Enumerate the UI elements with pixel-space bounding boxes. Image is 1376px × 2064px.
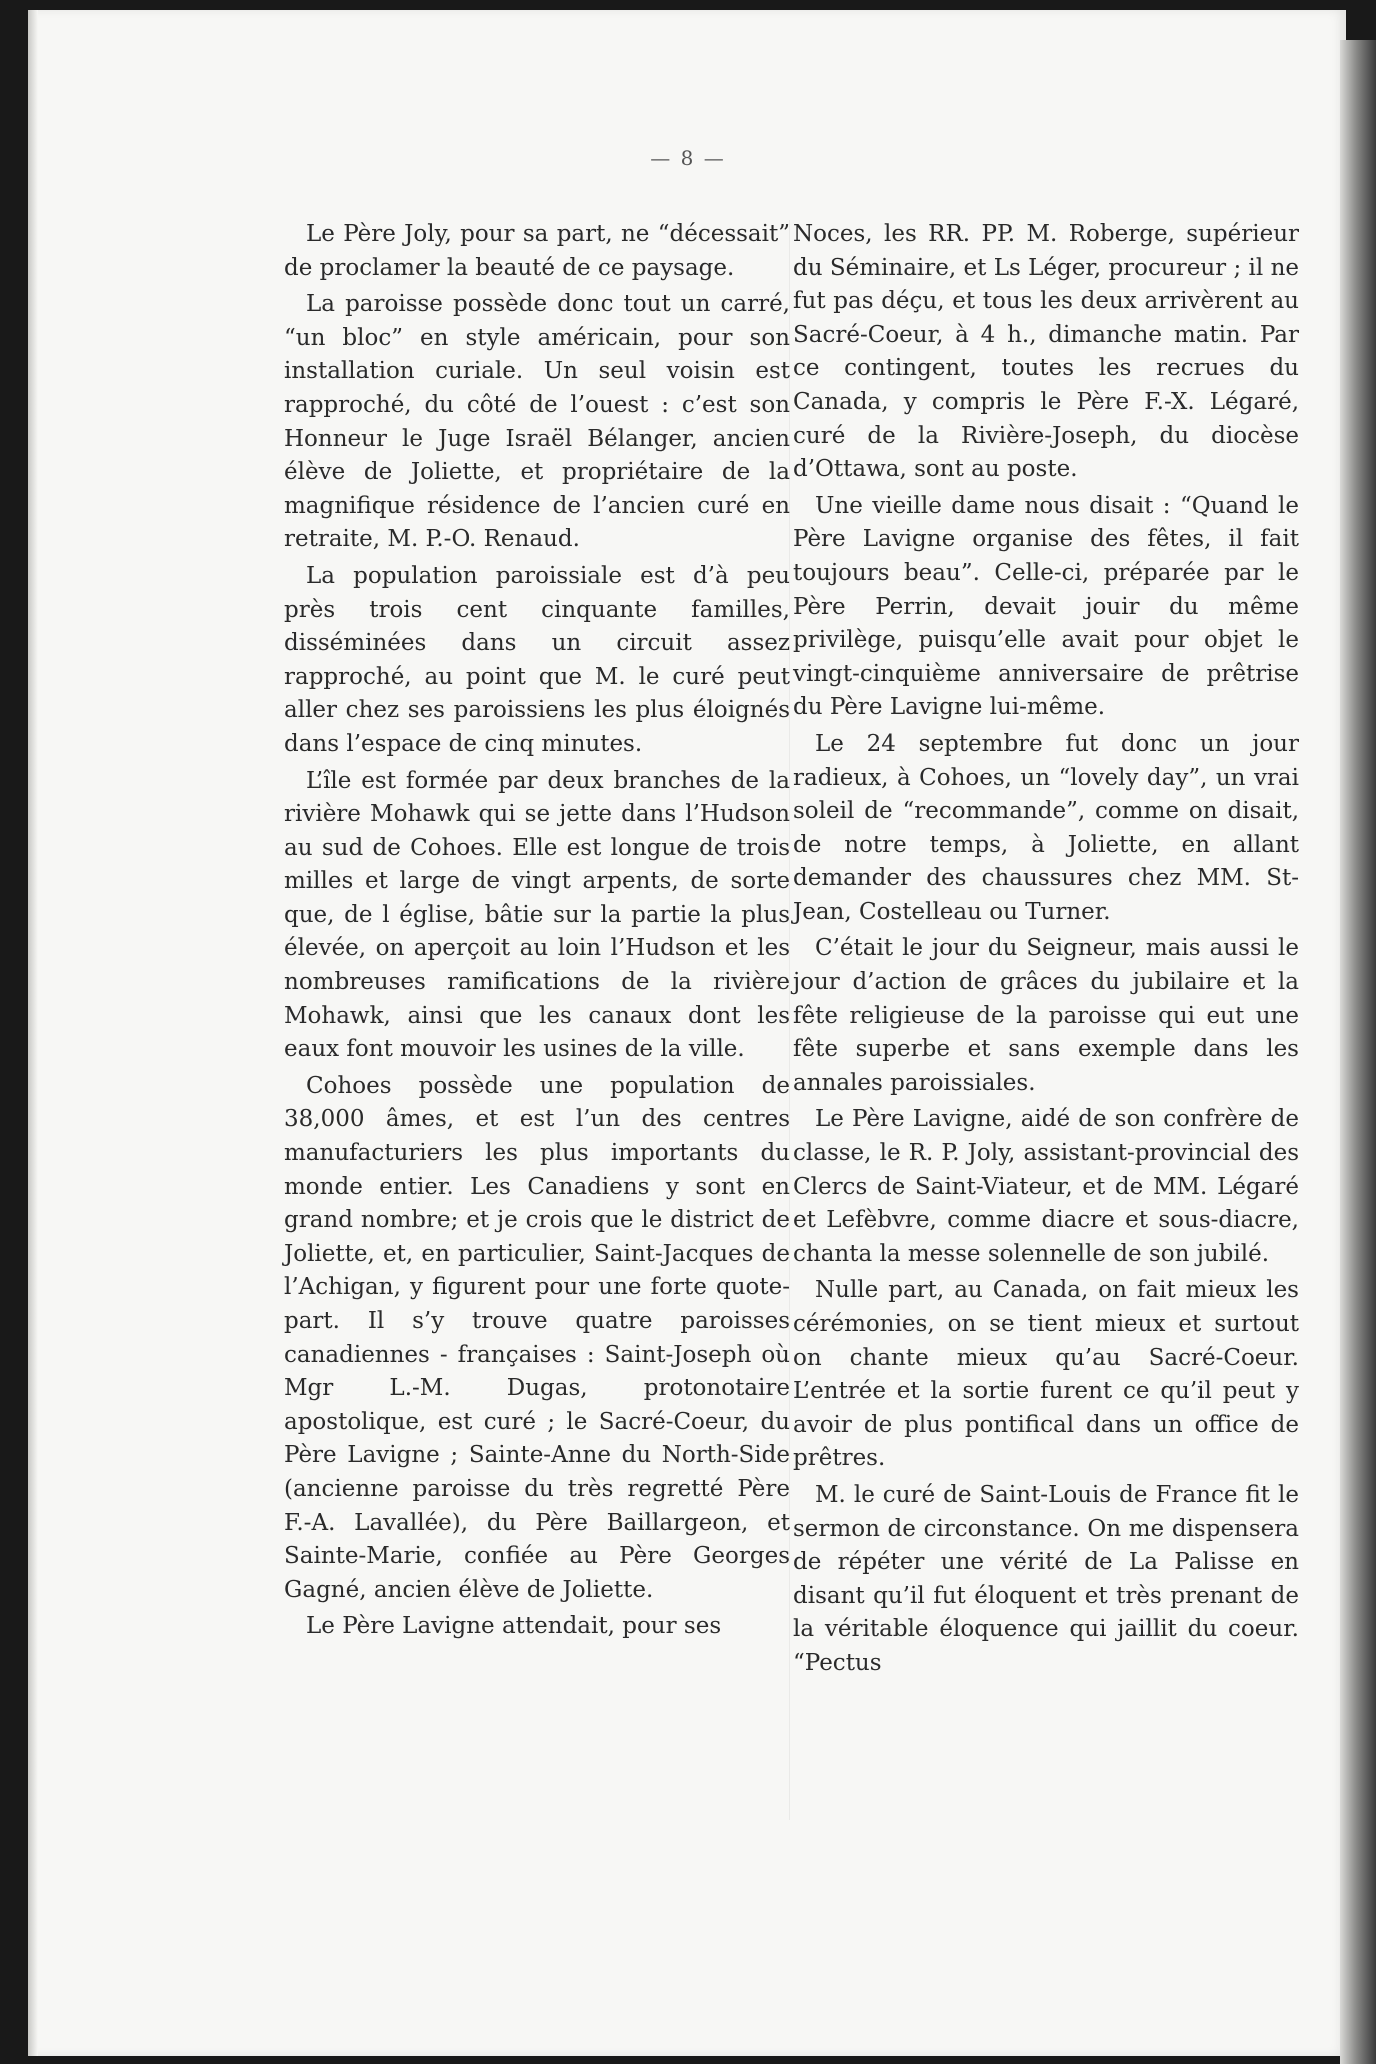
book-spine-edge [1340, 40, 1376, 2064]
right-column-paragraph: C’était le jour du Seigneur, mais aussi le jour d’action de grâces du jubilaire et la fête religieuse de la paroisse qui eut une fête superbe et sans exemple dans les annales paroissiales. [793, 935, 1299, 1096]
left-column-paragraph: La paroisse possède donc tout un carré, “un bloc” en style américain, pour son installation curiale. Un seul voisin est rapproché, du côté de l’ouest : c’est son Honneur le Juge Israël Bélanger, ancien élève de Joliette, et propriétaire de la magnifique résidence de l’ancien curé en retraite, M. P.-O. Renaud. [284, 291, 790, 553]
right-column-paragraph: Le 24 septembre fut donc un jour radieux, à Cohoes, un “lovely day”, un vrai soleil de “recommande”, comme on disait, de notre temps, à Joliette, en allant demander des chaussures chez MM. St-Jean, Costelleau ou Turner. [793, 730, 1299, 925]
left-column-paragraph: Le Père Lavigne attendait, pour ses [306, 1613, 722, 1640]
right-column-paragraph: Noces, les RR. PP. M. Roberge, supérieur du Séminaire, et Ls Léger, procureur ; il ne fut pas déçu, et tous les deux arrivèrent au Sacré-Coeur, à 4 h., dimanche matin. Par ce contingent, toutes les recrues du Canada, y compris le Père F.-X. Légaré, curé de la Rivière-Joseph, du diocèse d’Ottawa, sont au poste. [793, 221, 1299, 483]
right-column-paragraph: M. le curé de Saint-Louis de France fit le sermon de circonstance. On me dispensera de répéter une vérité de La Palisse en disant qu’il fut éloquent et très prenant de la véritable éloquence qui jaillit du coeur. “Pectus [793, 1481, 1299, 1676]
right-column-paragraph: Nulle part, au Canada, on fait mieux les cérémonies, on se tient mieux et surtout on chante mieux qu’au Sacré-Coeur. L’entrée et la sortie furent ce qu’il peut y avoir de plus pontifical dans un office de prêtres. [793, 1277, 1299, 1472]
left-text-column [284, 218, 790, 1647]
right-column-paragraph: Le Père Lavigne, aidé de son confrère de classe, le R. P. Joly, assistant-provincial des Clercs de Saint-Viateur, et de MM. Légaré et Lefèbvre, comme diacre et sous-diacre, chanta la messe solennelle de son jubilé. [793, 1106, 1299, 1267]
page-left-edge [28, 10, 38, 2056]
right-text-column [793, 218, 1299, 1684]
left-column-paragraph: La population paroissiale est d’à peu près trois cent cinquante familles, disséminées dans un circuit assez rapproché, au point que M. le curé peut aller chez ses paroissiens les plus éloignés dans l’espace de cinq minutes. [284, 562, 790, 757]
left-column-paragraph: L’île est formée par deux branches de la rivière Mohawk qui se jette dans l’Hudson au sud de Cohoes. Elle est longue de trois milles et large de vingt arpents, de sorte que, de l église, bâtie sur la partie la plus élevée, on aperçoit au loin l’Hudson et les nombreuses ramifications de la rivière Mohawk, ainsi que les canaux dont les eaux font mouvoir les usines de la ville. [284, 767, 790, 1063]
left-column-paragraph: Le Père Joly, pour sa part, ne “décessait” de proclamer la beauté de ce paysage. [284, 221, 790, 281]
left-column-paragraph: Cohoes possède une population de 38,000 âmes, et est l’un des centres manufacturiers les plus importants du monde entier. Les Canadiens y sont en grand nombre; et je crois que le district de Joliette, et, en particulier, Saint-Jacques de l’Achigan, y figurent pour une forte quote-part. Il s’y trouve quatre paroisses canadiennes - françaises : Saint-Joseph où Mgr L.-M. Dugas, protonotaire apostolique, est curé ; le Sacré-Coeur, du Père Lavigne ; Sainte-Anne du North-Side (ancienne paroisse du très regretté Père F.-A. Lavallée), du Père Baillargeon, et Sainte-Marie, confiée au Père Georges Gagné, ancien élève de Joliette. [284, 1072, 790, 1603]
right-column-paragraph: Une vieille dame nous disait : “Quand le Père Lavigne organise des fêtes, il fait toujours beau”. Celle-ci, préparée par le Père Perrin, devait jouir du même privilège, puisqu’elle avait pour objet le vingt-cinquième anniversaire de prêtrise du Père Lavigne lui-même. [793, 492, 1299, 721]
page-number: — 8 — [650, 146, 726, 170]
